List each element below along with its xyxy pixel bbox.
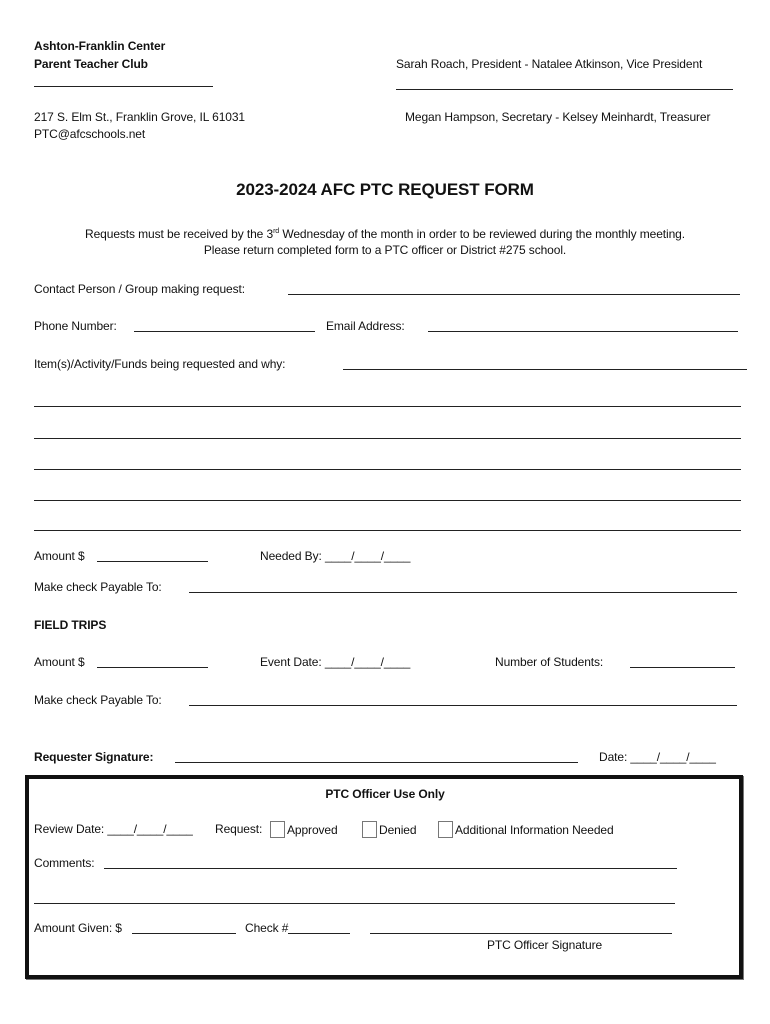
items-line[interactable] <box>34 469 741 470</box>
payable-input[interactable] <box>189 592 737 593</box>
amount-given-label: Amount Given: $ <box>34 921 122 935</box>
check-number-label: Check # <box>245 921 289 935</box>
trip-payable-label: Make check Payable To: <box>34 693 162 707</box>
officer-signature-input[interactable] <box>370 933 672 934</box>
items-label: Item(s)/Activity/Funds being requested and why: <box>34 357 286 371</box>
field-trips-heading: FIELD TRIPS <box>34 618 107 632</box>
approved-checkbox[interactable]: Approved <box>270 821 338 838</box>
officer-title: PTC Officer Use Only <box>325 787 445 801</box>
signature-label: Requester Signature: <box>34 750 154 764</box>
intro-line-2: Please return completed form to a PTC officer or District #275 school. <box>203 243 567 257</box>
check-number-input[interactable] <box>288 933 350 934</box>
students-label: Number of Students: <box>495 655 604 669</box>
review-date-field[interactable]: Review Date: ____/____/____ <box>34 822 193 836</box>
items-line[interactable] <box>34 438 741 439</box>
event-date-field[interactable]: Event Date: ____/____/____ <box>260 655 411 669</box>
officer-signature-caption: PTC Officer Signature <box>487 938 603 952</box>
contact-label: Contact Person / Group making request: <box>34 282 245 296</box>
comments-label: Comments: <box>34 856 95 870</box>
amount-given-input[interactable] <box>132 933 236 934</box>
needed-by-field[interactable]: Needed By: ____/____/____ <box>260 549 411 563</box>
officers-line-2: Megan Hampson, Secretary - Kelsey Meinhardt, Treasurer <box>405 110 711 124</box>
org-subname: Parent Teacher Club <box>34 57 148 71</box>
org-name: Ashton-Franklin Center <box>34 39 166 53</box>
payable-label: Make check Payable To: <box>34 580 162 594</box>
items-line[interactable] <box>34 406 741 407</box>
students-input[interactable] <box>630 667 735 668</box>
request-label: Request: <box>215 822 263 836</box>
signature-date-field[interactable]: Date: ____/____/____ <box>599 750 716 764</box>
divider <box>34 86 213 87</box>
checkbox-icon <box>270 821 285 838</box>
officers-line-1: Sarah Roach, President - Natalee Atkinson, Vice President <box>396 57 703 71</box>
officer-use-box <box>25 775 743 979</box>
trip-amount-input[interactable] <box>97 667 208 668</box>
amount-label: Amount $ <box>34 549 85 563</box>
intro-line-1: Requests must be received by the 3rd Wednesday of the month in order to be reviewed during the monthly meeting. <box>85 227 685 241</box>
denied-checkbox[interactable]: Denied <box>362 821 416 838</box>
checkbox-icon <box>438 821 453 838</box>
address: 217 S. Elm St., Franklin Grove, IL 61031 <box>34 110 245 124</box>
divider <box>396 89 733 90</box>
items-line[interactable] <box>34 530 741 531</box>
email-input[interactable] <box>428 331 738 332</box>
comments-input[interactable] <box>104 868 677 869</box>
email-label: Email Address: <box>326 319 405 333</box>
checkbox-icon <box>362 821 377 838</box>
items-line[interactable] <box>34 500 741 501</box>
items-input[interactable] <box>343 369 747 370</box>
phone-label: Phone Number: <box>34 319 117 333</box>
phone-input[interactable] <box>134 331 315 332</box>
email-address: PTC@afcschools.net <box>34 127 146 141</box>
trip-payable-input[interactable] <box>189 705 737 706</box>
contact-input[interactable] <box>288 294 740 295</box>
trip-amount-label: Amount $ <box>34 655 85 669</box>
page-title: 2023-2024 AFC PTC REQUEST FORM <box>236 180 534 199</box>
comments-line[interactable] <box>34 903 675 904</box>
amount-input[interactable] <box>97 561 208 562</box>
signature-input[interactable] <box>175 762 578 763</box>
additional-info-checkbox[interactable]: Additional Information Needed <box>438 821 614 838</box>
